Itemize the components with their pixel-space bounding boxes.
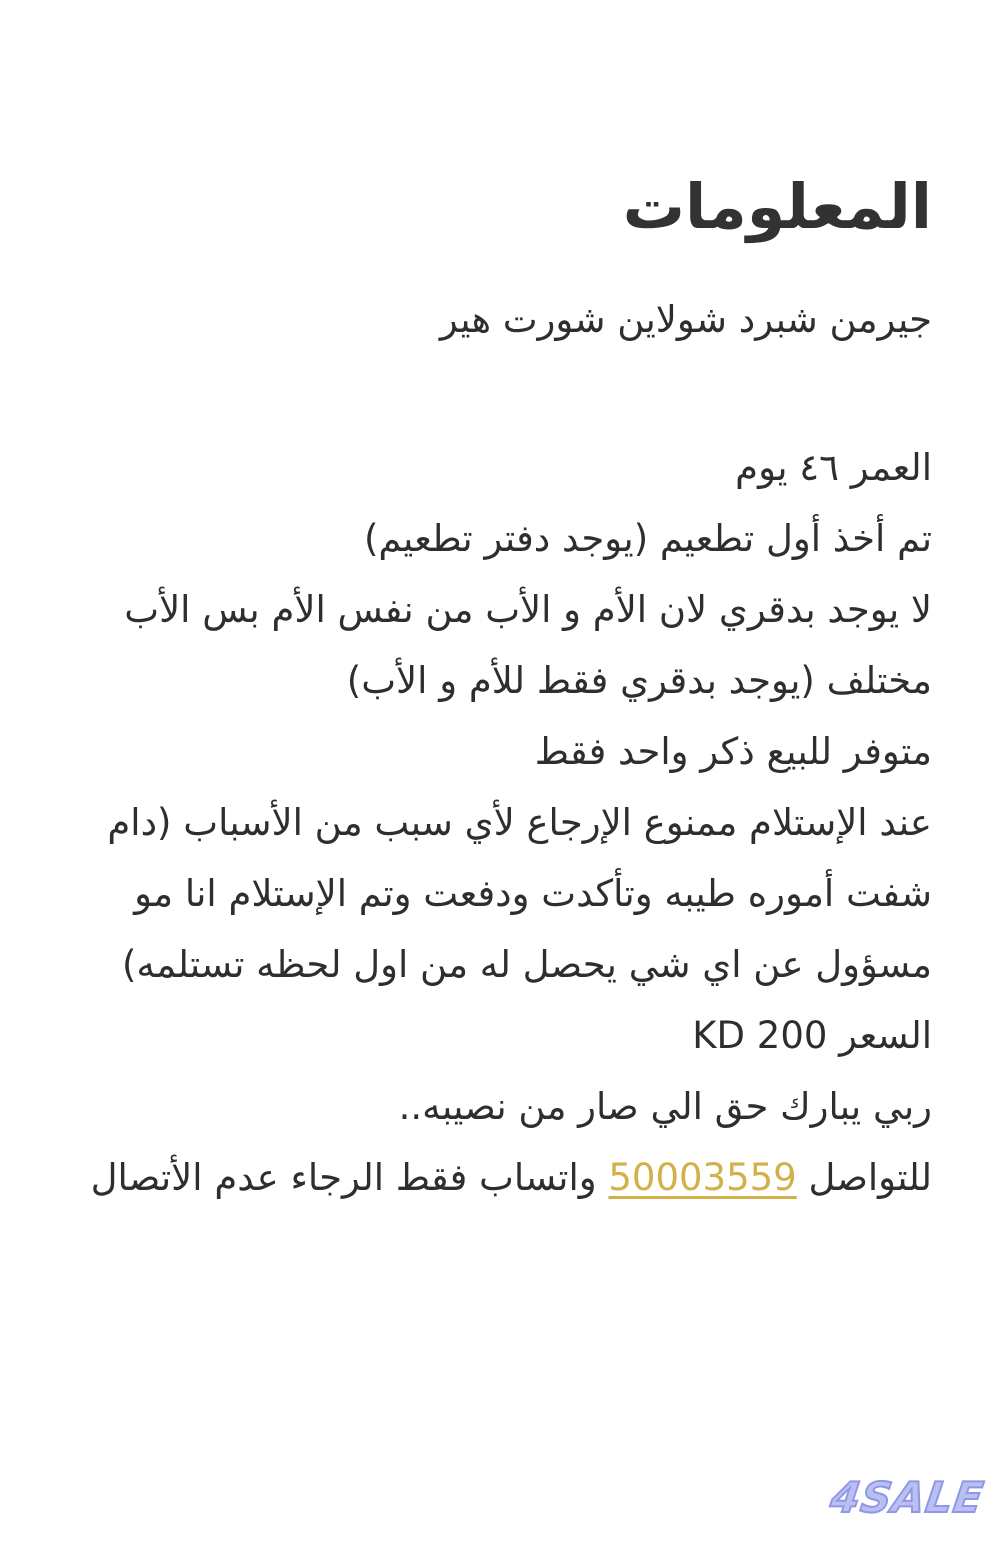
- age-line: العمر ٤٦ يوم: [735, 446, 932, 489]
- vaccination-line: تم أخذ أول تطعيم (يوجد دفتر تطعيم): [364, 517, 932, 560]
- availability-line: متوفر للبيع ذكر واحد فقط: [534, 730, 932, 773]
- page-title: المعلومات: [622, 170, 932, 243]
- price-label: السعر: [839, 1014, 932, 1057]
- watermark-text: 4SALE: [827, 1473, 987, 1522]
- price-value: KD 200: [692, 1014, 828, 1057]
- description-body: [62, 432, 932, 1213]
- blessing-line: ربي يبارك حق الي صار من نصيبه..: [398, 1085, 932, 1128]
- contact-prefix: للتواصل: [808, 1156, 932, 1199]
- contact-line: [62, 1142, 932, 1213]
- breed-name: جيرمن شبرد شولاين شورت هير: [439, 298, 932, 341]
- pedigree-line: لا يوجد بدقري لان الأم و الأب من نفس الأم بس الأب مختلف (يوجد بدقري فقط للأم و الأب): [124, 588, 932, 702]
- 4sale-watermark-logo: [827, 1472, 987, 1524]
- contact-suffix: واتساب فقط الرجاء عدم الأتصال: [90, 1156, 597, 1199]
- return-policy-line: عند الإستلام ممنوع الإرجاع لأي سبب من الأسباب (دام شفت أموره طيبه وتأكدت ودفعت وتم الإستلام انا مو مسؤول عن اي شي يحصل له من اول لحظه تستلمه): [107, 801, 932, 986]
- price-line: [62, 1000, 932, 1071]
- phone-number-link[interactable]: 50003559: [608, 1156, 797, 1199]
